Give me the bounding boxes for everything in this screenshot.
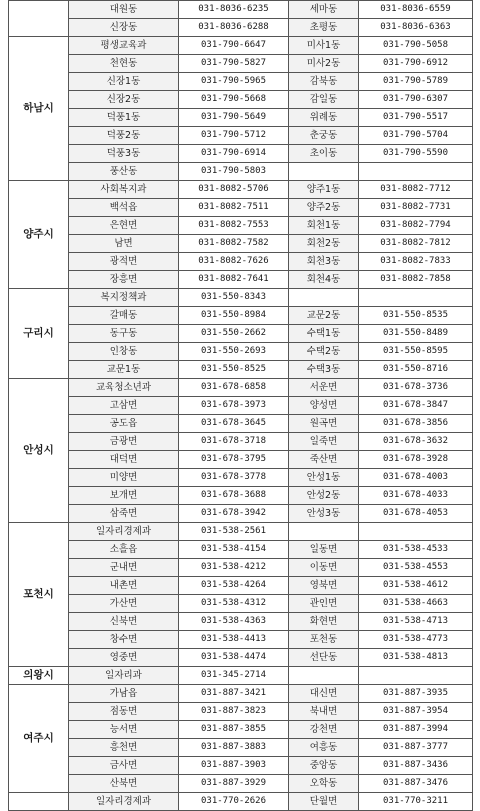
office-name: 양성면 (289, 397, 359, 415)
office-name: 회천2동 (289, 235, 359, 253)
table-row (9, 73, 473, 91)
table-row (9, 451, 473, 469)
office-name: 위례동 (289, 109, 359, 127)
table-row (9, 1, 473, 19)
office-phone: 031-790-6912 (359, 55, 473, 73)
office-name: 서운면 (289, 379, 359, 397)
table-row (9, 253, 473, 271)
office-name: 여흥동 (289, 739, 359, 757)
table-row (9, 19, 473, 37)
office-phone: 031-538-4773 (359, 631, 473, 649)
office-name: 창수면 (69, 631, 179, 649)
table-row (9, 37, 473, 55)
office-phone: 031-538-4553 (359, 559, 473, 577)
office-name: 공도읍 (69, 415, 179, 433)
office-phone: 031-887-3436 (359, 757, 473, 775)
office-name: 교육청소년과 (69, 379, 179, 397)
office-phone: 031-538-4663 (359, 595, 473, 613)
office-name: 신장1동 (69, 73, 179, 91)
city-name: 양주시 (9, 181, 69, 289)
office-name: 교문1동 (69, 361, 179, 379)
office-phone: 031-887-3935 (359, 685, 473, 703)
table-row (9, 163, 473, 181)
office-phone: 031-678-3847 (359, 397, 473, 415)
table-row (9, 199, 473, 217)
office-name: 갈매동 (69, 307, 179, 325)
office-name: 회천3동 (289, 253, 359, 271)
office-phone: 031-538-4474 (179, 649, 289, 667)
office-phone: 031-8082-7712 (359, 181, 473, 199)
office-name: 수택2동 (289, 343, 359, 361)
office-phone: 031-550-8984 (179, 307, 289, 325)
office-name: 북내면 (289, 703, 359, 721)
table-row (9, 361, 473, 379)
office-name: 신북면 (69, 613, 179, 631)
office-name: 안성3동 (289, 505, 359, 523)
office-name: 가남읍 (69, 685, 179, 703)
office-phone: 031-550-8535 (359, 307, 473, 325)
office-name: 미사1동 (289, 37, 359, 55)
office-name: 소흘읍 (69, 541, 179, 559)
office-phone: 031-678-3928 (359, 451, 473, 469)
office-name: 미양면 (69, 469, 179, 487)
table-row (9, 757, 473, 775)
office-phone: 031-678-3795 (179, 451, 289, 469)
office-name: 남면 (69, 235, 179, 253)
office-name: 죽산면 (289, 451, 359, 469)
office-name (289, 523, 359, 541)
office-phone: 031-790-5827 (179, 55, 289, 73)
office-phone: 031-8082-7794 (359, 217, 473, 235)
office-name (289, 163, 359, 181)
office-phone (359, 523, 473, 541)
office-phone: 031-887-3903 (179, 757, 289, 775)
office-name: 대신면 (289, 685, 359, 703)
office-phone: 031-678-3718 (179, 433, 289, 451)
city-name: 하남시 (9, 37, 69, 181)
office-name (289, 667, 359, 685)
office-name: 오학동 (289, 775, 359, 793)
office-name: 가산면 (69, 595, 179, 613)
table-row (9, 289, 473, 307)
office-name: 보개면 (69, 487, 179, 505)
office-name: 금사면 (69, 757, 179, 775)
office-name: 이동면 (289, 559, 359, 577)
office-phone: 031-887-3929 (179, 775, 289, 793)
office-name: 은현면 (69, 217, 179, 235)
office-name: 중앙동 (289, 757, 359, 775)
office-phone: 031-8082-5706 (179, 181, 289, 199)
office-name: 원곡면 (289, 415, 359, 433)
office-phone: 031-8036-6235 (179, 1, 289, 19)
table-row (9, 127, 473, 145)
phone-directory-table (8, 0, 473, 811)
office-phone: 031-887-3855 (179, 721, 289, 739)
office-name: 회천4동 (289, 271, 359, 289)
table-row (9, 469, 473, 487)
office-phone (359, 667, 473, 685)
table-row (9, 307, 473, 325)
office-phone: 031-8036-6363 (359, 19, 473, 37)
office-name: 대원동 (69, 1, 179, 19)
office-name: 감북동 (289, 73, 359, 91)
office-name: 삼죽면 (69, 505, 179, 523)
office-name: 안성1동 (289, 469, 359, 487)
office-name: 단월면 (289, 793, 359, 811)
office-phone: 031-790-5668 (179, 91, 289, 109)
table-row (9, 379, 473, 397)
table-row (9, 91, 473, 109)
office-phone: 031-538-4713 (359, 613, 473, 631)
office-phone: 031-678-3632 (359, 433, 473, 451)
office-name: 선단동 (289, 649, 359, 667)
office-phone: 031-8036-6288 (179, 19, 289, 37)
office-phone: 031-538-4363 (179, 613, 289, 631)
table-row (9, 397, 473, 415)
office-name: 수택1동 (289, 325, 359, 343)
table-row (9, 433, 473, 451)
table-row (9, 631, 473, 649)
office-phone: 031-550-8716 (359, 361, 473, 379)
office-phone: 031-790-5712 (179, 127, 289, 145)
office-name: 수택3동 (289, 361, 359, 379)
city-name: 여주시 (9, 685, 69, 793)
office-name: 초이동 (289, 145, 359, 163)
office-phone: 031-790-6307 (359, 91, 473, 109)
office-name: 화현면 (289, 613, 359, 631)
office-name: 포천동 (289, 631, 359, 649)
office-name: 강천면 (289, 721, 359, 739)
office-phone: 031-678-3778 (179, 469, 289, 487)
table-body (9, 1, 473, 811)
table-row (9, 217, 473, 235)
office-phone: 031-550-2662 (179, 325, 289, 343)
office-name: 복지정책과 (69, 289, 179, 307)
table-row (9, 487, 473, 505)
office-name: 인창동 (69, 343, 179, 361)
table-row (9, 271, 473, 289)
office-phone: 031-550-8595 (359, 343, 473, 361)
office-phone: 031-678-4003 (359, 469, 473, 487)
table-row (9, 541, 473, 559)
city-name (9, 793, 69, 811)
office-phone (359, 289, 473, 307)
table-row (9, 703, 473, 721)
office-phone: 031-8082-7641 (179, 271, 289, 289)
office-name (289, 289, 359, 307)
office-phone: 031-538-4264 (179, 577, 289, 595)
office-name: 덕풍2동 (69, 127, 179, 145)
table-row (9, 145, 473, 163)
office-name: 영중면 (69, 649, 179, 667)
office-name: 안성2동 (289, 487, 359, 505)
office-name: 장흥면 (69, 271, 179, 289)
table-row (9, 55, 473, 73)
table-row (9, 595, 473, 613)
office-phone: 031-538-4154 (179, 541, 289, 559)
office-name: 회천1동 (289, 217, 359, 235)
office-phone: 031-345-2714 (179, 667, 289, 685)
office-name: 춘궁동 (289, 127, 359, 145)
table-row (9, 343, 473, 361)
table-row (9, 505, 473, 523)
office-name: 평생교육과 (69, 37, 179, 55)
table-row (9, 739, 473, 757)
office-phone: 031-678-4033 (359, 487, 473, 505)
office-name: 초평동 (289, 19, 359, 37)
office-phone: 031-887-3883 (179, 739, 289, 757)
table-row (9, 721, 473, 739)
office-phone: 031-538-2561 (179, 523, 289, 541)
table-row (9, 793, 473, 811)
office-name: 일죽면 (289, 433, 359, 451)
office-name: 사회복지과 (69, 181, 179, 199)
office-name: 산북면 (69, 775, 179, 793)
office-phone: 031-678-3736 (359, 379, 473, 397)
office-name: 동구동 (69, 325, 179, 343)
office-name: 미사2동 (289, 55, 359, 73)
table-row (9, 667, 473, 685)
office-name: 덕풍3동 (69, 145, 179, 163)
office-phone: 031-678-3645 (179, 415, 289, 433)
office-phone: 031-790-5517 (359, 109, 473, 127)
office-phone: 031-887-3954 (359, 703, 473, 721)
office-name: 천현동 (69, 55, 179, 73)
office-name: 신장2동 (69, 91, 179, 109)
office-phone: 031-678-6858 (179, 379, 289, 397)
office-phone: 031-678-3688 (179, 487, 289, 505)
office-phone: 031-887-3421 (179, 685, 289, 703)
office-phone: 031-678-3856 (359, 415, 473, 433)
office-name: 광적면 (69, 253, 179, 271)
office-phone: 031-538-4612 (359, 577, 473, 595)
table-row (9, 109, 473, 127)
office-name: 영북면 (289, 577, 359, 595)
office-name: 신장동 (69, 19, 179, 37)
office-phone: 031-887-3994 (359, 721, 473, 739)
office-name: 일자리경제과 (69, 793, 179, 811)
office-name: 금광면 (69, 433, 179, 451)
office-phone: 031-538-4413 (179, 631, 289, 649)
office-name: 감일동 (289, 91, 359, 109)
office-phone: 031-8082-7833 (359, 253, 473, 271)
table-row (9, 613, 473, 631)
city-name (9, 1, 69, 37)
phone-directory (8, 0, 472, 811)
office-name: 군내면 (69, 559, 179, 577)
office-phone: 031-678-4053 (359, 505, 473, 523)
office-phone: 031-770-2626 (179, 793, 289, 811)
table-row (9, 559, 473, 577)
office-phone: 031-8082-7812 (359, 235, 473, 253)
office-phone: 031-8036-6559 (359, 1, 473, 19)
office-phone: 031-790-5649 (179, 109, 289, 127)
office-phone: 031-550-2693 (179, 343, 289, 361)
office-phone (359, 163, 473, 181)
office-phone: 031-678-3973 (179, 397, 289, 415)
office-phone: 031-887-3823 (179, 703, 289, 721)
office-phone: 031-790-5590 (359, 145, 473, 163)
office-phone: 031-790-5803 (179, 163, 289, 181)
office-phone: 031-678-3942 (179, 505, 289, 523)
office-name: 흥천면 (69, 739, 179, 757)
office-name: 세마동 (289, 1, 359, 19)
office-name: 관인면 (289, 595, 359, 613)
office-name: 일동면 (289, 541, 359, 559)
office-name: 양주2동 (289, 199, 359, 217)
office-name: 내촌면 (69, 577, 179, 595)
city-name: 구리시 (9, 289, 69, 379)
office-phone: 031-790-5965 (179, 73, 289, 91)
office-phone: 031-8082-7511 (179, 199, 289, 217)
office-name: 일자리과 (69, 667, 179, 685)
table-row (9, 181, 473, 199)
office-name: 능서면 (69, 721, 179, 739)
table-row (9, 325, 473, 343)
office-phone: 031-8082-7582 (179, 235, 289, 253)
office-phone: 031-550-8489 (359, 325, 473, 343)
city-name: 포천시 (9, 523, 69, 667)
office-phone: 031-538-4212 (179, 559, 289, 577)
table-row (9, 649, 473, 667)
office-phone: 031-538-4533 (359, 541, 473, 559)
office-phone: 031-790-5704 (359, 127, 473, 145)
city-name: 의왕시 (9, 667, 69, 685)
office-phone: 031-790-6914 (179, 145, 289, 163)
office-name: 교문2동 (289, 307, 359, 325)
office-phone: 031-8082-7553 (179, 217, 289, 235)
office-phone: 031-790-5058 (359, 37, 473, 55)
office-phone: 031-8082-7731 (359, 199, 473, 217)
office-phone: 031-887-3476 (359, 775, 473, 793)
table-row (9, 523, 473, 541)
office-phone: 031-538-4813 (359, 649, 473, 667)
office-name: 백석읍 (69, 199, 179, 217)
office-phone: 031-770-3211 (359, 793, 473, 811)
office-phone: 031-550-8525 (179, 361, 289, 379)
office-name: 덕풍1동 (69, 109, 179, 127)
office-phone: 031-538-4312 (179, 595, 289, 613)
office-phone: 031-8082-7858 (359, 271, 473, 289)
table-row (9, 415, 473, 433)
office-phone: 031-887-3777 (359, 739, 473, 757)
office-name: 대덕면 (69, 451, 179, 469)
table-row (9, 577, 473, 595)
office-phone: 031-8082-7626 (179, 253, 289, 271)
office-name: 고삼면 (69, 397, 179, 415)
office-name: 점동면 (69, 703, 179, 721)
table-row (9, 685, 473, 703)
office-name: 양주1동 (289, 181, 359, 199)
office-phone: 031-550-8343 (179, 289, 289, 307)
city-name: 안성시 (9, 379, 69, 523)
table-row (9, 235, 473, 253)
table-row (9, 775, 473, 793)
office-name: 풍산동 (69, 163, 179, 181)
office-name: 일자리경제과 (69, 523, 179, 541)
office-phone: 031-790-6647 (179, 37, 289, 55)
office-phone: 031-790-5789 (359, 73, 473, 91)
